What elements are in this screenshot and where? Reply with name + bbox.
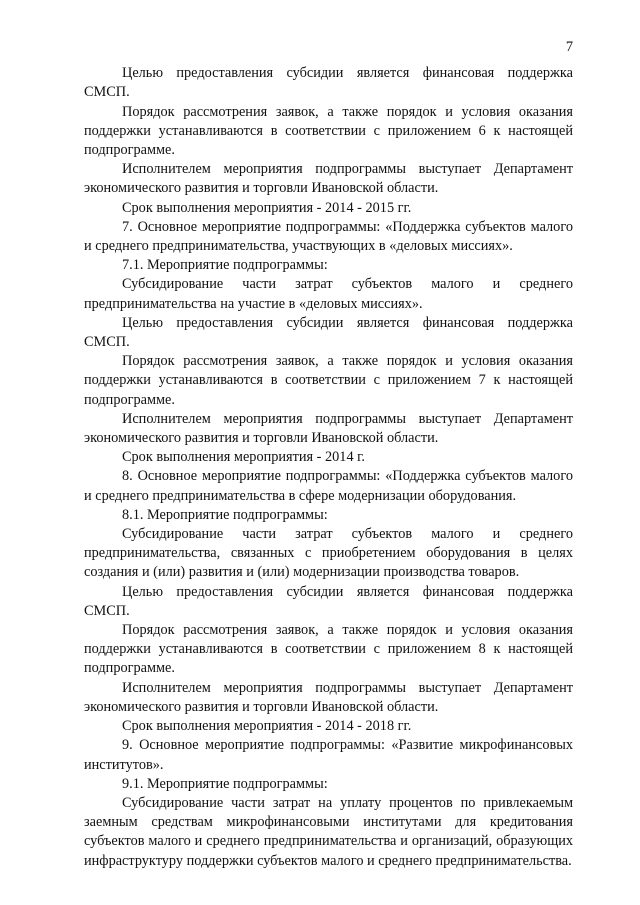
paragraph-subsidy-microfinance: Субсидирование части затрат на уплату процентов по привлекаемым заемным средствам микрофинансовыми институтами для кредитования субъектов малого и среднего предпринимательства и организаций, образующих инфраструктуру поддержки субъектов малого и среднего предпринимательства.	[84, 794, 573, 869]
paragraph-executor-2: Исполнителем мероприятия подпрограммы выступает Департамент экономического развития и торговли Ивановской области.	[84, 410, 573, 447]
document-page	[84, 38, 573, 871]
page-number: 7	[565, 39, 573, 55]
paragraph-activity-7-1: 7.1. Мероприятие подпрограммы:	[122, 257, 328, 274]
paragraph-subsidy-goal-3: Целью предоставления субсидии является финансовая поддержка СМСП.	[84, 583, 573, 619]
paragraph-executor-1: Исполнителем мероприятия подпрограммы выступает Департамент экономического развития и торговли Ивановской области.	[84, 161, 573, 197]
paragraph-subsidy-goal-1: Целью предоставления субсидии является финансовая поддержка СМСП.	[84, 65, 573, 101]
paragraph-term-2: Срок выполнения мероприятия - 2014 г.	[122, 449, 365, 466]
paragraph-procedure-appendix-8: Порядок рассмотрения заявок, а также порядок и условия оказания поддержки устанавливаются в соответствии с приложением 8 к настоящей подпрограмме.	[84, 622, 573, 677]
paragraph-main-activity-9: 9. Основное мероприятие подпрограммы: «Развитие микрофинансовых институтов».	[84, 737, 573, 773]
paragraph-main-activity-8: 8. Основное мероприятие подпрограммы: «Поддержка субъектов малого и среднего предпринимательства в сфере модернизации оборудования.	[84, 468, 573, 504]
paragraph-subsidy-missions: Субсидирование части затрат субъектов малого и среднего предпринимательства на участие в «деловых миссиях».	[84, 276, 573, 312]
paragraph-activity-9-1: 9.1. Мероприятие подпрограммы:	[122, 775, 328, 792]
paragraph-executor-3: Исполнителем мероприятия подпрограммы выступает Департамент экономического развития и торговли Ивановской области.	[84, 679, 573, 715]
paragraph-subsidy-equipment: Субсидирование части затрат субъектов малого и среднего предпринимательства, связанных с приобретением оборудования в целях создания и (или) развития и (или) модернизации производства товаров.	[84, 526, 573, 581]
paragraph-activity-8-1: 8.1. Мероприятие подпрограммы:	[122, 506, 328, 523]
paragraph-procedure-appendix-6: Порядок рассмотрения заявок, а также порядок и условия оказания поддержки устанавливаются в соответствии с приложением 6 к настоящей подпрограмме.	[84, 103, 573, 158]
paragraph-subsidy-goal-2: Целью предоставления субсидии является финансовая поддержка СМСП.	[84, 314, 573, 351]
paragraph-main-activity-7: 7. Основное мероприятие подпрограммы: «Поддержка субъектов малого и среднего предпринимательства, участвующих в «деловых миссиях».	[84, 218, 573, 255]
paragraph-term-3: Срок выполнения мероприятия - 2014 - 2018 гг.	[122, 718, 412, 735]
paragraph-term-1: Срок выполнения мероприятия - 2014 - 2015 гг.	[122, 199, 412, 216]
paragraph-procedure-appendix-7: Порядок рассмотрения заявок, а также порядок и условия оказания поддержки устанавливаются в соответствии с приложением 7 к настоящей подпрограмме.	[84, 353, 573, 408]
